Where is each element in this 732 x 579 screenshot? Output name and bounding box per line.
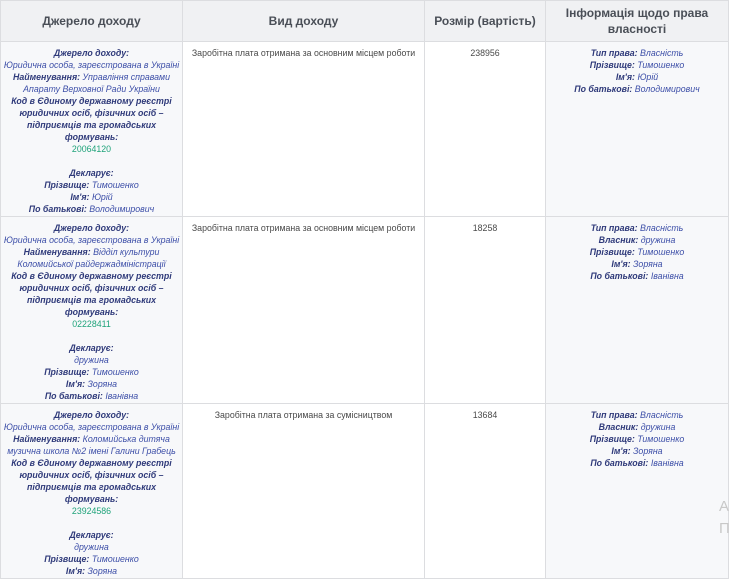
declarant-role: дружина xyxy=(74,355,109,365)
surname-label: Прізвище: xyxy=(44,554,90,564)
income-type-cell: Заробітна плата отримана за основним місцем роботи xyxy=(183,217,425,404)
owner-first-name-label: Ім'я: xyxy=(611,259,631,269)
owner-value: дружина xyxy=(640,422,676,432)
income-source-cell xyxy=(1,42,183,217)
table-header-row xyxy=(1,1,729,42)
name-label: Найменування: xyxy=(23,247,91,257)
income-type-cell: Заробітна плата отримана за сумісництвом xyxy=(183,404,425,579)
income-type-cell: Заробітна плата отримана за основним місцем роботи xyxy=(183,42,425,217)
surname-value: Тимошенко xyxy=(91,367,139,377)
amount-cell: 18258 xyxy=(425,217,546,404)
name-value: Відділ культури Коломийської райдержадміністрації xyxy=(17,247,166,269)
source-kind: Юридична особа, зареєстрована в Україні xyxy=(3,235,180,245)
owner-value: дружина xyxy=(640,235,676,245)
ownership-type-label: Тип права: xyxy=(590,48,638,58)
patronymic-label: По батькові: xyxy=(28,204,87,214)
ownership-type-value: Власність xyxy=(640,410,684,420)
owner-patronymic-value: Іванівна xyxy=(650,271,684,281)
amount-cell: 13684 xyxy=(425,404,546,579)
source-title-label: Джерело доходу: xyxy=(53,48,130,58)
owner-surname-label: Прізвище: xyxy=(589,247,635,257)
first-name-label: Ім'я: xyxy=(70,192,90,202)
ownership-type-label: Тип права: xyxy=(590,410,638,420)
table-row xyxy=(1,217,729,404)
ownership-type-value: Власність xyxy=(640,48,684,58)
surname-value: Тимошенко xyxy=(91,180,139,190)
owner-label: Власник: xyxy=(598,422,639,432)
table-row xyxy=(1,404,729,579)
registry-code-label: Код в Єдиному державному реєстрі юридичних осіб, фізичних осіб – підприємців та громадських формувань: xyxy=(11,271,172,317)
patronymic-value: Іванівна xyxy=(105,391,139,401)
owner-patronymic-value: Іванівна xyxy=(650,458,684,468)
ownership-cell xyxy=(546,217,729,404)
declarant-role: дружина xyxy=(74,542,109,552)
first-name-value: Зоряна xyxy=(87,379,118,389)
owner-first-name-value: Зоряна xyxy=(633,446,663,456)
income-source-cell xyxy=(1,217,183,404)
surname-label: Прізвище: xyxy=(44,180,90,190)
header-income-source: Джерело доходу xyxy=(1,1,183,42)
first-name-label: Ім'я: xyxy=(65,379,86,389)
source-kind: Юридична особа, зареєстрована в Україні xyxy=(3,422,180,432)
header-income-type: Вид доходу xyxy=(183,1,425,42)
owner-first-name-label: Ім'я: xyxy=(615,72,635,82)
first-name-value: Юрій xyxy=(91,192,113,202)
surname-label: Прізвище: xyxy=(44,367,90,377)
owner-surname-value: Тимошенко xyxy=(637,247,685,257)
declarant-label: Декларує: xyxy=(69,168,114,178)
owner-surname-value: Тимошенко xyxy=(637,60,685,70)
owner-first-name-value: Юрій xyxy=(637,72,659,82)
source-kind: Юридична особа, зареєстрована в Україні xyxy=(3,60,180,70)
declarant-label: Декларує: xyxy=(69,343,114,353)
owner-patronymic-label: По батькові: xyxy=(574,84,633,94)
declarant-label: Декларує: xyxy=(69,530,114,540)
owner-first-name-label: Ім'я: xyxy=(611,446,631,456)
owner-first-name-value: Зоряна xyxy=(633,259,663,269)
name-value: Коломийська дитяча музична школа №2 імені Галини Грабець xyxy=(7,434,176,456)
name-value: Управління справами Апарату Верховної Ради України xyxy=(23,72,170,94)
amount-cell: 238956 xyxy=(425,42,546,217)
owner-patronymic-value: Володимирович xyxy=(634,84,700,94)
edge-glyph-bottom: П xyxy=(719,520,730,537)
registry-code-value: 02228411 xyxy=(72,319,111,329)
patronymic-value: Володимирович xyxy=(89,204,155,214)
name-label: Найменування: xyxy=(13,72,81,82)
header-amount: Розмір (вартість) xyxy=(425,1,546,42)
source-title-label: Джерело доходу: xyxy=(53,223,130,233)
income-source-cell xyxy=(1,404,183,579)
name-label: Найменування: xyxy=(13,434,81,444)
patronymic-label: По батькові: xyxy=(44,391,103,401)
registry-code-value: 23924586 xyxy=(71,506,112,516)
owner-surname-label: Прізвище: xyxy=(589,434,635,444)
table-row xyxy=(1,42,729,217)
first-name-value: Зоряна xyxy=(87,566,118,576)
owner-surname-value: Тимошенко xyxy=(637,434,685,444)
ownership-cell xyxy=(546,404,729,579)
owner-surname-label: Прізвище: xyxy=(589,60,635,70)
owner-patronymic-label: По батькові: xyxy=(590,458,649,468)
registry-code-label: Код в Єдиному державному реєстрі юридичних осіб, фізичних осіб – підприємців та громадських формувань: xyxy=(11,458,172,504)
header-ownership-info: Інформація щодо права власності xyxy=(546,1,729,42)
ownership-type-label: Тип права: xyxy=(590,223,638,233)
edge-glyph-top: А xyxy=(719,498,730,515)
owner-patronymic-label: По батькові: xyxy=(590,271,649,281)
surname-value: Тимошенко xyxy=(91,554,139,564)
source-title-label: Джерело доходу: xyxy=(53,410,130,420)
owner-label: Власник: xyxy=(598,235,639,245)
registry-code-label: Код в Єдиному державному реєстрі юридичних осіб, фізичних осіб – підприємців та громадських формувань: xyxy=(11,96,172,142)
first-name-label: Ім'я: xyxy=(65,566,86,576)
ownership-cell xyxy=(546,42,729,217)
registry-code-value: 20064120 xyxy=(71,144,112,154)
ownership-type-value: Власність xyxy=(640,223,684,233)
